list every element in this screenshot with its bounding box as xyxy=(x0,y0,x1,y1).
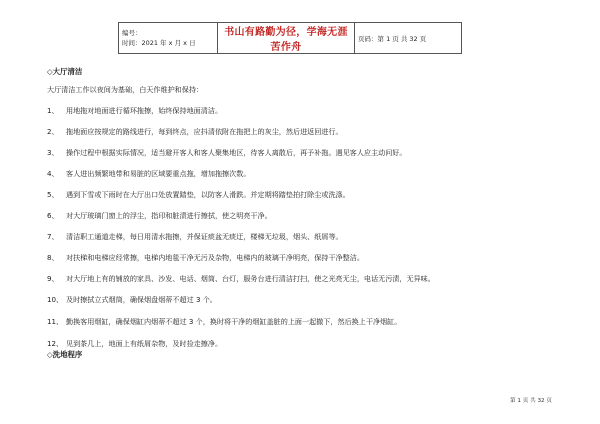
list-item: 6、 对大厅玻璃门窗上的浮尘，指印和脏渍进行擦拭，使之明亮干净。 xyxy=(47,211,272,220)
page-header xyxy=(118,22,462,54)
list-item: 5、 遇到下雪或下雨时在大厅出口处放置踏垫，以防客人滑跌。并定期将踏垫拍打除尘或洗涤。 xyxy=(47,190,350,199)
list-item: 1、 用地拖对地面进行循环拖擦，始终保持地面清洁。 xyxy=(47,106,223,115)
list-item: 2、 拖地面应按规定的路线进行，每到终点，应抖清依附在拖把上的灰尘，然后进返回进行。 xyxy=(47,127,343,136)
time-label: 时间：2021 年 x 月 x 日 xyxy=(122,39,196,47)
motto: 书山有路勤为径，学海无涯苦作舟 xyxy=(224,27,348,53)
list-item: 8、 对扶梯和电梯应经常擦，电梯内地毯干净无污及杂物，电梯内的玻璃干净明亮，保持干净整洁。 xyxy=(47,253,364,262)
code-label: 编号： xyxy=(122,29,142,37)
intro-paragraph: 大厅清洁工作以夜间为基础，白天作维护和保持： xyxy=(47,85,204,94)
list-item: 7、 清洁职工通道走梯，每日用清水拖擦，并保证痰盆无痰迂，楼梯无垃圾，烟头、纸屑等。 xyxy=(47,232,343,241)
list-item: 4、 客人进出频繁地带和易脏的区域要重点拖，增加拖擦次数。 xyxy=(47,169,251,178)
list-item: 10、 及时擦拭立式烟筒，确保烟盘烟蒂不超过 3 个。 xyxy=(47,295,217,304)
section-title-hall: ◇大厅清洁 xyxy=(47,67,83,76)
list-item: 12、 见到茶几上，地面上有纸屑杂物，及时捡走擦净。 xyxy=(47,339,223,348)
list-item: 11、 勤换客用烟缸，确保烟缸内烟蒂不超过 3 个，换时将干净的烟缸盖脏的上面一起撤下，然后换上干净烟缸。 xyxy=(47,317,402,326)
section-title-floor-washing: ◇洗地程序 xyxy=(47,350,83,359)
header-motto-cell xyxy=(218,23,355,54)
page-footer: 第 1 页 共 32 页 xyxy=(510,398,552,404)
list-item: 3、 操作过程中根据实际情况，适当避开客人和客人聚集地区，待客人离散后，再予补拖。遇见客人应主动问好。 xyxy=(47,148,407,157)
header-meta xyxy=(119,23,218,54)
list-item: 9、 对大厅地上有的铺放的家具、沙发、电话、烟筒、台灯，服务台进行清洁打扫，使之光亮无尘，电话无污渍，无异味。 xyxy=(47,274,435,283)
header-page-info: 页码：第 1 页 共 32 页 xyxy=(355,23,462,54)
